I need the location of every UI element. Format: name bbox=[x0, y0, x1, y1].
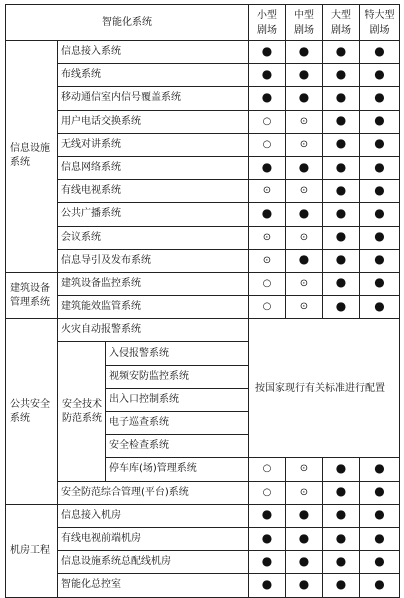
level-cell bbox=[249, 156, 286, 179]
filled-circle-icon: ● bbox=[335, 43, 347, 58]
filled-circle-icon: ● bbox=[335, 205, 347, 220]
level-cell bbox=[323, 504, 360, 527]
system-label: 信息接入系统 bbox=[58, 41, 249, 64]
filled-circle-icon: ● bbox=[261, 205, 273, 220]
filled-circle-icon: ● bbox=[335, 89, 347, 104]
system-label: 智能化总控室 bbox=[58, 574, 249, 597]
filled-circle-icon: ● bbox=[335, 460, 347, 475]
filled-circle-icon: ● bbox=[374, 229, 385, 244]
filled-circle-icon: ● bbox=[261, 576, 273, 591]
table-row bbox=[6, 41, 400, 64]
level-cell bbox=[323, 133, 360, 156]
hollow-circle-icon: ○ bbox=[262, 115, 272, 127]
level-cell bbox=[249, 41, 286, 64]
system-label: 视频安防监控系统 bbox=[106, 365, 249, 388]
system-label: 安全防范综合管理(平台)系统 bbox=[58, 481, 249, 504]
system-label: 建筑设备监控系统 bbox=[58, 272, 249, 295]
level-cell bbox=[323, 481, 360, 504]
table-row bbox=[6, 64, 400, 87]
dotted-circle-icon: ⊙ bbox=[299, 138, 309, 150]
level-cell bbox=[323, 458, 360, 481]
level-cell bbox=[323, 551, 360, 574]
filled-circle-icon: ● bbox=[335, 182, 347, 197]
system-label: 信息导引及发布系统 bbox=[58, 249, 249, 272]
theater-size-header: 特大型 剧场 bbox=[360, 5, 400, 41]
dotted-circle-icon: ⊙ bbox=[299, 463, 309, 475]
table-row bbox=[6, 319, 400, 342]
table-row bbox=[6, 272, 400, 295]
level-cell bbox=[360, 504, 400, 527]
level-cell bbox=[360, 64, 400, 87]
filled-circle-icon: ● bbox=[374, 553, 385, 568]
level-cell bbox=[360, 156, 400, 179]
table-row bbox=[6, 87, 400, 110]
level-cell bbox=[323, 249, 360, 272]
level-cell bbox=[249, 180, 286, 203]
filled-circle-icon: ● bbox=[335, 66, 347, 81]
dotted-circle-icon: ⊙ bbox=[299, 277, 309, 289]
level-cell bbox=[360, 272, 400, 295]
filled-circle-icon: ● bbox=[374, 182, 385, 197]
level-cell bbox=[249, 551, 286, 574]
table-row bbox=[6, 226, 400, 249]
level-cell bbox=[249, 203, 286, 226]
filled-circle-icon: ● bbox=[374, 576, 385, 591]
filled-circle-icon: ● bbox=[298, 507, 310, 522]
filled-circle-icon: ● bbox=[374, 530, 385, 545]
level-cell bbox=[249, 481, 286, 504]
table-row bbox=[6, 203, 400, 226]
dotted-circle-icon: ⊙ bbox=[262, 254, 272, 266]
filled-circle-icon: ● bbox=[374, 159, 385, 174]
dotted-circle-icon: ⊙ bbox=[299, 115, 309, 127]
level-cell bbox=[286, 296, 323, 319]
theater-size-header: 中型 剧场 bbox=[286, 5, 323, 41]
filled-circle-icon: ● bbox=[374, 275, 385, 290]
dotted-circle-icon: ⊙ bbox=[299, 486, 309, 498]
level-cell bbox=[249, 110, 286, 133]
level-cell bbox=[249, 272, 286, 295]
category-security: 公共安全 系统 bbox=[6, 319, 58, 505]
table-row bbox=[6, 249, 400, 272]
level-cell bbox=[360, 481, 400, 504]
level-cell bbox=[286, 41, 323, 64]
dotted-circle-icon: ⊙ bbox=[299, 301, 309, 313]
filled-circle-icon: ● bbox=[298, 43, 310, 58]
level-cell bbox=[286, 551, 323, 574]
level-cell bbox=[286, 527, 323, 550]
level-cell bbox=[286, 133, 323, 156]
filled-circle-icon: ● bbox=[374, 484, 385, 499]
level-cell bbox=[323, 527, 360, 550]
table-row bbox=[6, 110, 400, 133]
level-cell bbox=[286, 249, 323, 272]
system-label: 建筑能效监管系统 bbox=[58, 296, 249, 319]
filled-circle-icon: ● bbox=[374, 460, 385, 475]
level-cell bbox=[323, 87, 360, 110]
level-cell bbox=[249, 527, 286, 550]
system-label: 电子巡查系统 bbox=[106, 412, 249, 435]
level-cell bbox=[249, 296, 286, 319]
filled-circle-icon: ● bbox=[335, 275, 347, 290]
system-label: 信息网络系统 bbox=[58, 156, 249, 179]
category-sec-sub: 安全技术 防范系统 bbox=[58, 342, 106, 481]
filled-circle-icon: ● bbox=[374, 43, 385, 58]
filled-circle-icon: ● bbox=[298, 89, 310, 104]
system-label: 用户电话交换系统 bbox=[58, 110, 249, 133]
header-row bbox=[6, 5, 400, 41]
level-cell bbox=[360, 41, 400, 64]
system-label: 出入口控制系统 bbox=[106, 388, 249, 411]
intelligent-system-table bbox=[5, 4, 400, 598]
table-row bbox=[6, 504, 400, 527]
system-label: 布线系统 bbox=[58, 64, 249, 87]
table-row bbox=[6, 481, 400, 504]
filled-circle-icon: ● bbox=[335, 229, 347, 244]
table-row bbox=[6, 296, 400, 319]
filled-circle-icon: ● bbox=[374, 507, 385, 522]
system-label: 信息接入机房 bbox=[58, 504, 249, 527]
system-label: 信息设施系统总配线机房 bbox=[58, 551, 249, 574]
level-cell bbox=[286, 226, 323, 249]
level-cell bbox=[360, 551, 400, 574]
table-row bbox=[6, 156, 400, 179]
table-row bbox=[6, 133, 400, 156]
level-cell bbox=[286, 110, 323, 133]
level-cell bbox=[323, 64, 360, 87]
hollow-circle-icon: ○ bbox=[262, 277, 272, 289]
system-label: 移动通信室内信号覆盖系统 bbox=[58, 87, 249, 110]
system-label: 安全检查系统 bbox=[106, 435, 249, 458]
level-cell bbox=[249, 249, 286, 272]
system-label: 无线对讲系统 bbox=[58, 133, 249, 156]
level-cell bbox=[360, 87, 400, 110]
filled-circle-icon: ● bbox=[335, 159, 347, 174]
filled-circle-icon: ● bbox=[374, 205, 385, 220]
level-cell bbox=[323, 180, 360, 203]
level-cell bbox=[323, 203, 360, 226]
filled-circle-icon: ● bbox=[374, 89, 385, 104]
level-cell bbox=[323, 226, 360, 249]
level-cell bbox=[323, 296, 360, 319]
filled-circle-icon: ● bbox=[335, 298, 347, 313]
filled-circle-icon: ● bbox=[335, 530, 347, 545]
level-cell bbox=[286, 180, 323, 203]
filled-circle-icon: ● bbox=[374, 113, 385, 128]
system-label: 公共广播系统 bbox=[58, 203, 249, 226]
level-cell bbox=[249, 87, 286, 110]
level-cell bbox=[286, 156, 323, 179]
system-label: 有线电视系统 bbox=[58, 180, 249, 203]
filled-circle-icon: ● bbox=[298, 66, 310, 81]
filled-circle-icon: ● bbox=[374, 66, 385, 81]
filled-circle-icon: ● bbox=[374, 252, 385, 267]
system-label: 会议系统 bbox=[58, 226, 249, 249]
filled-circle-icon: ● bbox=[298, 553, 310, 568]
system-label: 有线电视前端机房 bbox=[58, 527, 249, 550]
level-cell bbox=[286, 481, 323, 504]
level-cell bbox=[286, 64, 323, 87]
table-row bbox=[6, 527, 400, 550]
system-column-header: 智能化系统 bbox=[6, 5, 249, 41]
hollow-circle-icon: ○ bbox=[262, 138, 272, 150]
filled-circle-icon: ● bbox=[335, 113, 347, 128]
filled-circle-icon: ● bbox=[298, 530, 310, 545]
level-cell bbox=[323, 272, 360, 295]
level-cell bbox=[360, 180, 400, 203]
level-cell bbox=[323, 156, 360, 179]
level-cell bbox=[360, 203, 400, 226]
filled-circle-icon: ● bbox=[261, 89, 273, 104]
level-cell bbox=[360, 527, 400, 550]
category-room: 机房工程 bbox=[6, 504, 58, 597]
filled-circle-icon: ● bbox=[261, 43, 273, 58]
filled-circle-icon: ● bbox=[261, 66, 273, 81]
filled-circle-icon: ● bbox=[335, 576, 347, 591]
filled-circle-icon: ● bbox=[335, 507, 347, 522]
filled-circle-icon: ● bbox=[261, 530, 273, 545]
level-cell bbox=[360, 458, 400, 481]
system-label: 火灾自动报警系统 bbox=[58, 319, 249, 342]
dotted-circle-icon: ⊙ bbox=[262, 231, 272, 243]
standard-note: 按国家现行有关标准进行配置 bbox=[249, 319, 400, 458]
level-cell bbox=[249, 504, 286, 527]
hollow-circle-icon: ○ bbox=[262, 301, 272, 313]
system-label: 停车库(场)管理系统 bbox=[106, 458, 249, 481]
level-cell bbox=[286, 203, 323, 226]
level-cell bbox=[323, 110, 360, 133]
level-cell bbox=[360, 249, 400, 272]
table-container bbox=[5, 4, 400, 598]
filled-circle-icon: ● bbox=[298, 205, 310, 220]
level-cell bbox=[249, 133, 286, 156]
level-cell bbox=[360, 296, 400, 319]
filled-circle-icon: ● bbox=[261, 507, 273, 522]
dotted-circle-icon: ⊙ bbox=[262, 185, 272, 197]
level-cell bbox=[360, 133, 400, 156]
level-cell bbox=[360, 226, 400, 249]
filled-circle-icon: ● bbox=[335, 553, 347, 568]
table-row bbox=[6, 551, 400, 574]
filled-circle-icon: ● bbox=[261, 553, 273, 568]
system-label: 入侵报警系统 bbox=[106, 342, 249, 365]
filled-circle-icon: ● bbox=[298, 576, 310, 591]
filled-circle-icon: ● bbox=[335, 484, 347, 499]
level-cell bbox=[249, 64, 286, 87]
filled-circle-icon: ● bbox=[298, 159, 310, 174]
level-cell bbox=[323, 41, 360, 64]
filled-circle-icon: ● bbox=[335, 252, 347, 267]
filled-circle-icon: ● bbox=[298, 252, 310, 267]
hollow-circle-icon: ○ bbox=[262, 463, 272, 475]
level-cell bbox=[286, 87, 323, 110]
level-cell bbox=[249, 226, 286, 249]
dotted-circle-icon: ⊙ bbox=[299, 231, 309, 243]
level-cell bbox=[286, 458, 323, 481]
dotted-circle-icon: ⊙ bbox=[299, 185, 309, 197]
level-cell bbox=[286, 272, 323, 295]
category-building: 建筑设备 管理系统 bbox=[6, 272, 58, 318]
filled-circle-icon: ● bbox=[374, 298, 385, 313]
category-info: 信息设施 系统 bbox=[6, 41, 58, 273]
level-cell bbox=[360, 110, 400, 133]
theater-size-header: 大型 剧场 bbox=[323, 5, 360, 41]
filled-circle-icon: ● bbox=[335, 136, 347, 151]
filled-circle-icon: ● bbox=[374, 136, 385, 151]
theater-size-header: 小型 剧场 bbox=[249, 5, 286, 41]
hollow-circle-icon: ○ bbox=[262, 486, 272, 498]
level-cell bbox=[249, 458, 286, 481]
level-cell bbox=[286, 504, 323, 527]
filled-circle-icon: ● bbox=[261, 159, 273, 174]
table-row bbox=[6, 180, 400, 203]
